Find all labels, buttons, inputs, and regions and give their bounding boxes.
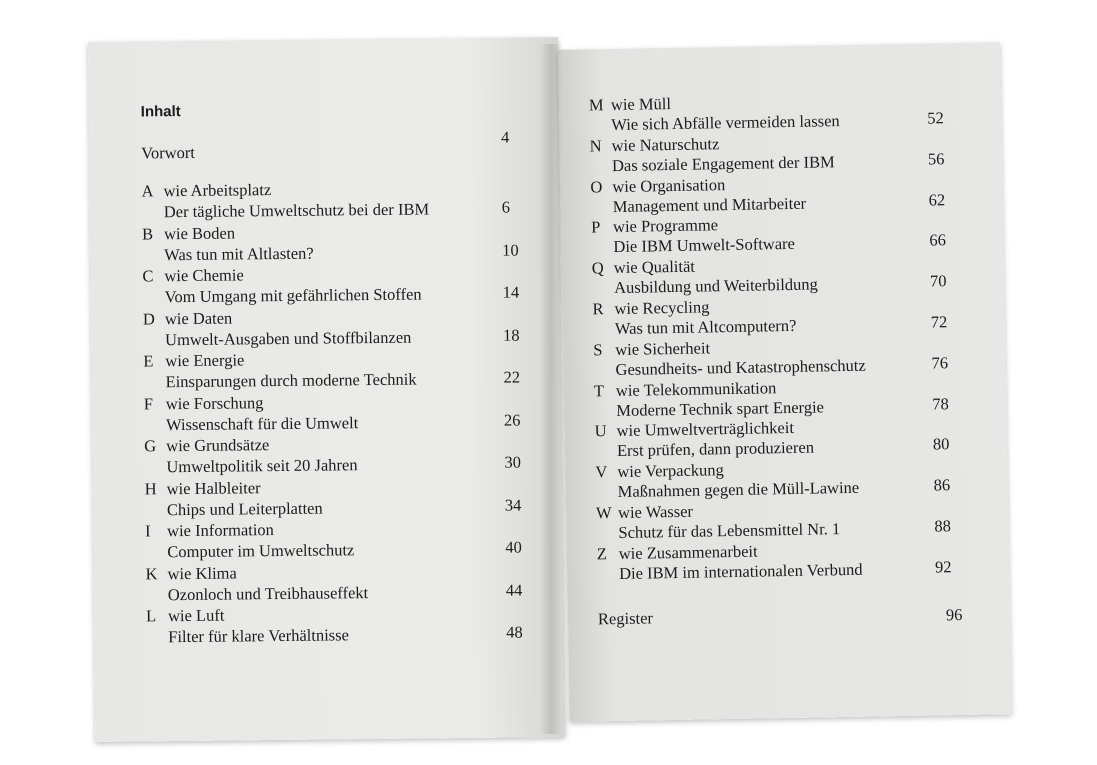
toc-entry-letter: W xyxy=(595,503,612,523)
toc-entry-keyword: wie Zusammenarbeit xyxy=(618,541,758,563)
toc-entry-keyword: wie Verpackung xyxy=(617,460,724,482)
toc-entry-letter: H xyxy=(144,478,157,498)
toc-entry-subtitle: Was tun mit Altcomputern? xyxy=(614,315,797,339)
toc-entry-page-number: 70 xyxy=(929,271,947,291)
toc-entry-subtitle: Das soziale Engagement der IBM xyxy=(611,151,835,175)
toc-entry-letter: V xyxy=(595,462,608,482)
toc-entry-keyword-line xyxy=(595,501,694,523)
toc-entry-subtitle: Ozonloch und Treibhauseffekt xyxy=(167,582,369,604)
toc-entry-letter: R xyxy=(592,299,604,319)
toc-entry-subtitle: Die IBM im internationalen Verbund xyxy=(618,559,863,583)
toc-entry-subtitle: Vom Umgang mit gefährlichen Stoffen xyxy=(164,284,422,307)
toc-entry-keyword-line xyxy=(145,522,274,540)
toc-entry-keyword: wie Telekommunikation xyxy=(615,377,777,400)
toc-entry-page-number: 66 xyxy=(929,230,947,250)
right-toc xyxy=(558,42,1012,722)
toc-entry-subtitle: Die IBM Umwelt-Software xyxy=(613,234,796,257)
toc-entry-keyword: wie Müll xyxy=(610,94,672,115)
toc-entry-keyword: wie Programme xyxy=(612,215,719,237)
toc-entry-keyword-line xyxy=(589,96,671,114)
toc-entry-keyword-line xyxy=(593,340,710,359)
toc-entry-letter: E xyxy=(143,351,154,371)
toc-entry-keyword-line xyxy=(141,222,236,243)
toc-entry-subtitle: Moderne Technik spart Energie xyxy=(616,397,825,420)
toc-entry-subtitle: Chips und Leiterplatten xyxy=(166,498,323,519)
toc-entry-subtitle: Gesundheits- und Katastrophenschutz xyxy=(615,355,866,379)
toc-entry-keyword: wie Wasser xyxy=(617,501,694,523)
toc-entry-keyword: wie Arbeitsplatz xyxy=(163,180,272,201)
toc-entry-keyword-line xyxy=(590,174,726,197)
toc-entry-letter: S xyxy=(593,340,603,360)
toc-entry-page-number: 14 xyxy=(502,282,520,302)
toc-entry-letter: F xyxy=(143,393,154,413)
toc-entry-subtitle: Ausbildung und Weiterbildung xyxy=(613,274,818,298)
toc-entry-page-number: 10 xyxy=(502,240,519,260)
toc-entry-letter: N xyxy=(589,136,602,156)
toc-entry-page-number: 44 xyxy=(505,579,523,600)
toc-entry-keyword: wie Boden xyxy=(163,222,236,243)
toc-entry-keyword: wie Chemie xyxy=(164,265,244,286)
toc-entry-keyword-line xyxy=(589,133,720,156)
toc-entry-subtitle: Umwelt-Ausgaben und Stoffbilanzen xyxy=(165,327,412,349)
toc-entry-subtitle: Maßnahmen gegen die Müll-Lawine xyxy=(617,477,860,502)
toc-entry-keyword-line xyxy=(593,377,777,401)
toc-entry-keyword: wie Recycling xyxy=(614,297,710,319)
register-title: Register xyxy=(597,608,654,629)
toc-entry-letter: G xyxy=(144,436,157,456)
toc-entry-subtitle: Umweltpolitik seit 20 Jahren xyxy=(166,455,358,477)
toc-entry-letter: A xyxy=(141,181,154,201)
toc-entry-page-number: 30 xyxy=(504,452,522,472)
toc-entry-page-number: 56 xyxy=(927,149,945,169)
toc-entry-letter: T xyxy=(593,380,605,401)
toc-entry-subtitle: Filter für klare Verhältnisse xyxy=(168,625,350,647)
toc-entry-page-number: 80 xyxy=(932,434,950,454)
toc-entry-page-number: 62 xyxy=(928,189,946,210)
toc-entry-letter: M xyxy=(588,95,604,115)
toc-entry-keyword-line xyxy=(145,562,237,583)
toc-entry-letter: Q xyxy=(591,258,604,278)
toc-entry-subtitle: Wissenschaft für die Umwelt xyxy=(165,412,359,434)
toc-entry-page-number: 78 xyxy=(932,393,949,414)
toc-entry-page-number: 34 xyxy=(504,494,522,515)
toc-entry-keyword-line xyxy=(590,215,719,237)
toc-entry-subtitle: Erst prüfen, dann produzieren xyxy=(616,437,815,461)
toc-entry-letter: K xyxy=(145,563,158,583)
toc-entry-keyword: wie Umweltverträglichkeit xyxy=(616,418,795,441)
toc-entry-keyword: wie Daten xyxy=(164,308,233,328)
preface-title: Vorwort xyxy=(141,142,196,163)
toc-entry-letter: P xyxy=(590,217,601,237)
toc-entry-keyword-line xyxy=(144,477,261,498)
toc-entry-letter: I xyxy=(145,521,151,541)
toc-entry-subtitle: Was tun mit Altlasten? xyxy=(164,243,314,264)
toc-entry-page-number: 52 xyxy=(927,108,944,128)
toc-entry-keyword: wie Energie xyxy=(165,350,245,371)
toc-entry-page-number: 26 xyxy=(503,409,521,430)
toc-entry-subtitle: Schutz für das Lebensmittel Nr. 1 xyxy=(618,519,841,543)
toc-entry-page-number: 86 xyxy=(933,475,951,495)
toc-entry-keyword-line xyxy=(592,299,709,318)
toc-entry-letter: C xyxy=(142,266,154,286)
toc-entry-keyword: wie Qualität xyxy=(613,256,696,278)
toc-entry-page-number: 22 xyxy=(503,367,521,387)
toc-entry-letter: O xyxy=(590,176,603,197)
toc-entry-letter: L xyxy=(145,606,157,626)
toc-entry-keyword-line xyxy=(595,462,724,481)
toc-entry-page-number: 40 xyxy=(505,537,522,557)
toc-entry-page-number: 18 xyxy=(502,324,520,345)
toc-entry-subtitle: Computer im Umweltschutz xyxy=(167,540,355,562)
toc-heading: Inhalt xyxy=(140,103,181,121)
toc-entry-subtitle: Einsparungen durch moderne Technik xyxy=(165,369,417,392)
toc-entry-subtitle: Wie sich Abfälle vermeiden lassen xyxy=(611,111,840,135)
toc-entry-keyword: wie Forschung xyxy=(165,392,264,413)
toc-entry-letter: D xyxy=(142,308,155,328)
preface-page: 4 xyxy=(500,127,510,147)
toc-entry-page-number: 72 xyxy=(930,312,948,332)
toc-entry-keyword-line xyxy=(143,352,244,370)
toc-entry-keyword-line xyxy=(143,392,264,413)
toc-entry-letter: B xyxy=(141,223,154,243)
toc-entry-keyword: wie Halbleiter xyxy=(166,477,261,498)
toc-entry-keyword: wie Organisation xyxy=(612,174,726,196)
toc-entry-keyword-line xyxy=(141,182,271,200)
toc-entry-keyword-line xyxy=(145,605,225,626)
right-page xyxy=(558,42,1012,722)
toc-entry-page-number: 88 xyxy=(934,516,952,536)
toc-entry-keyword-line xyxy=(597,543,758,562)
toc-entry-keyword-line xyxy=(595,420,795,440)
toc-entry-letter: U xyxy=(594,421,607,441)
toc-entry-keyword: wie Grundsätze xyxy=(166,435,270,456)
toc-entry-page-number: 76 xyxy=(931,353,949,373)
left-page xyxy=(88,37,565,742)
toc-entry-page-number: 92 xyxy=(934,557,952,577)
toc-entry-keyword: wie Naturschutz xyxy=(611,133,720,155)
left-toc xyxy=(88,37,565,742)
register-page: 96 xyxy=(945,605,963,625)
toc-entry-keyword: wie Information xyxy=(167,520,274,541)
toc-entry-keyword: wie Klima xyxy=(167,562,237,583)
toc-entry-keyword: wie Luft xyxy=(167,605,225,626)
toc-entry-letter: Z xyxy=(596,544,608,564)
toc-entry-keyword-line xyxy=(143,310,233,327)
toc-entry-keyword-line xyxy=(144,437,269,455)
toc-entry-keyword-line xyxy=(591,256,696,278)
toc-entry-keyword: wie Sicherheit xyxy=(615,338,711,359)
toc-entry-page-number: 6 xyxy=(501,197,511,217)
toc-entry-subtitle: Management und Mitarbeiter xyxy=(612,193,807,216)
toc-entry-page-number: 48 xyxy=(506,622,523,642)
toc-entry-keyword-line xyxy=(142,267,243,285)
toc-entry-subtitle: Der tägliche Umweltschutz bei der IBM xyxy=(163,199,430,222)
